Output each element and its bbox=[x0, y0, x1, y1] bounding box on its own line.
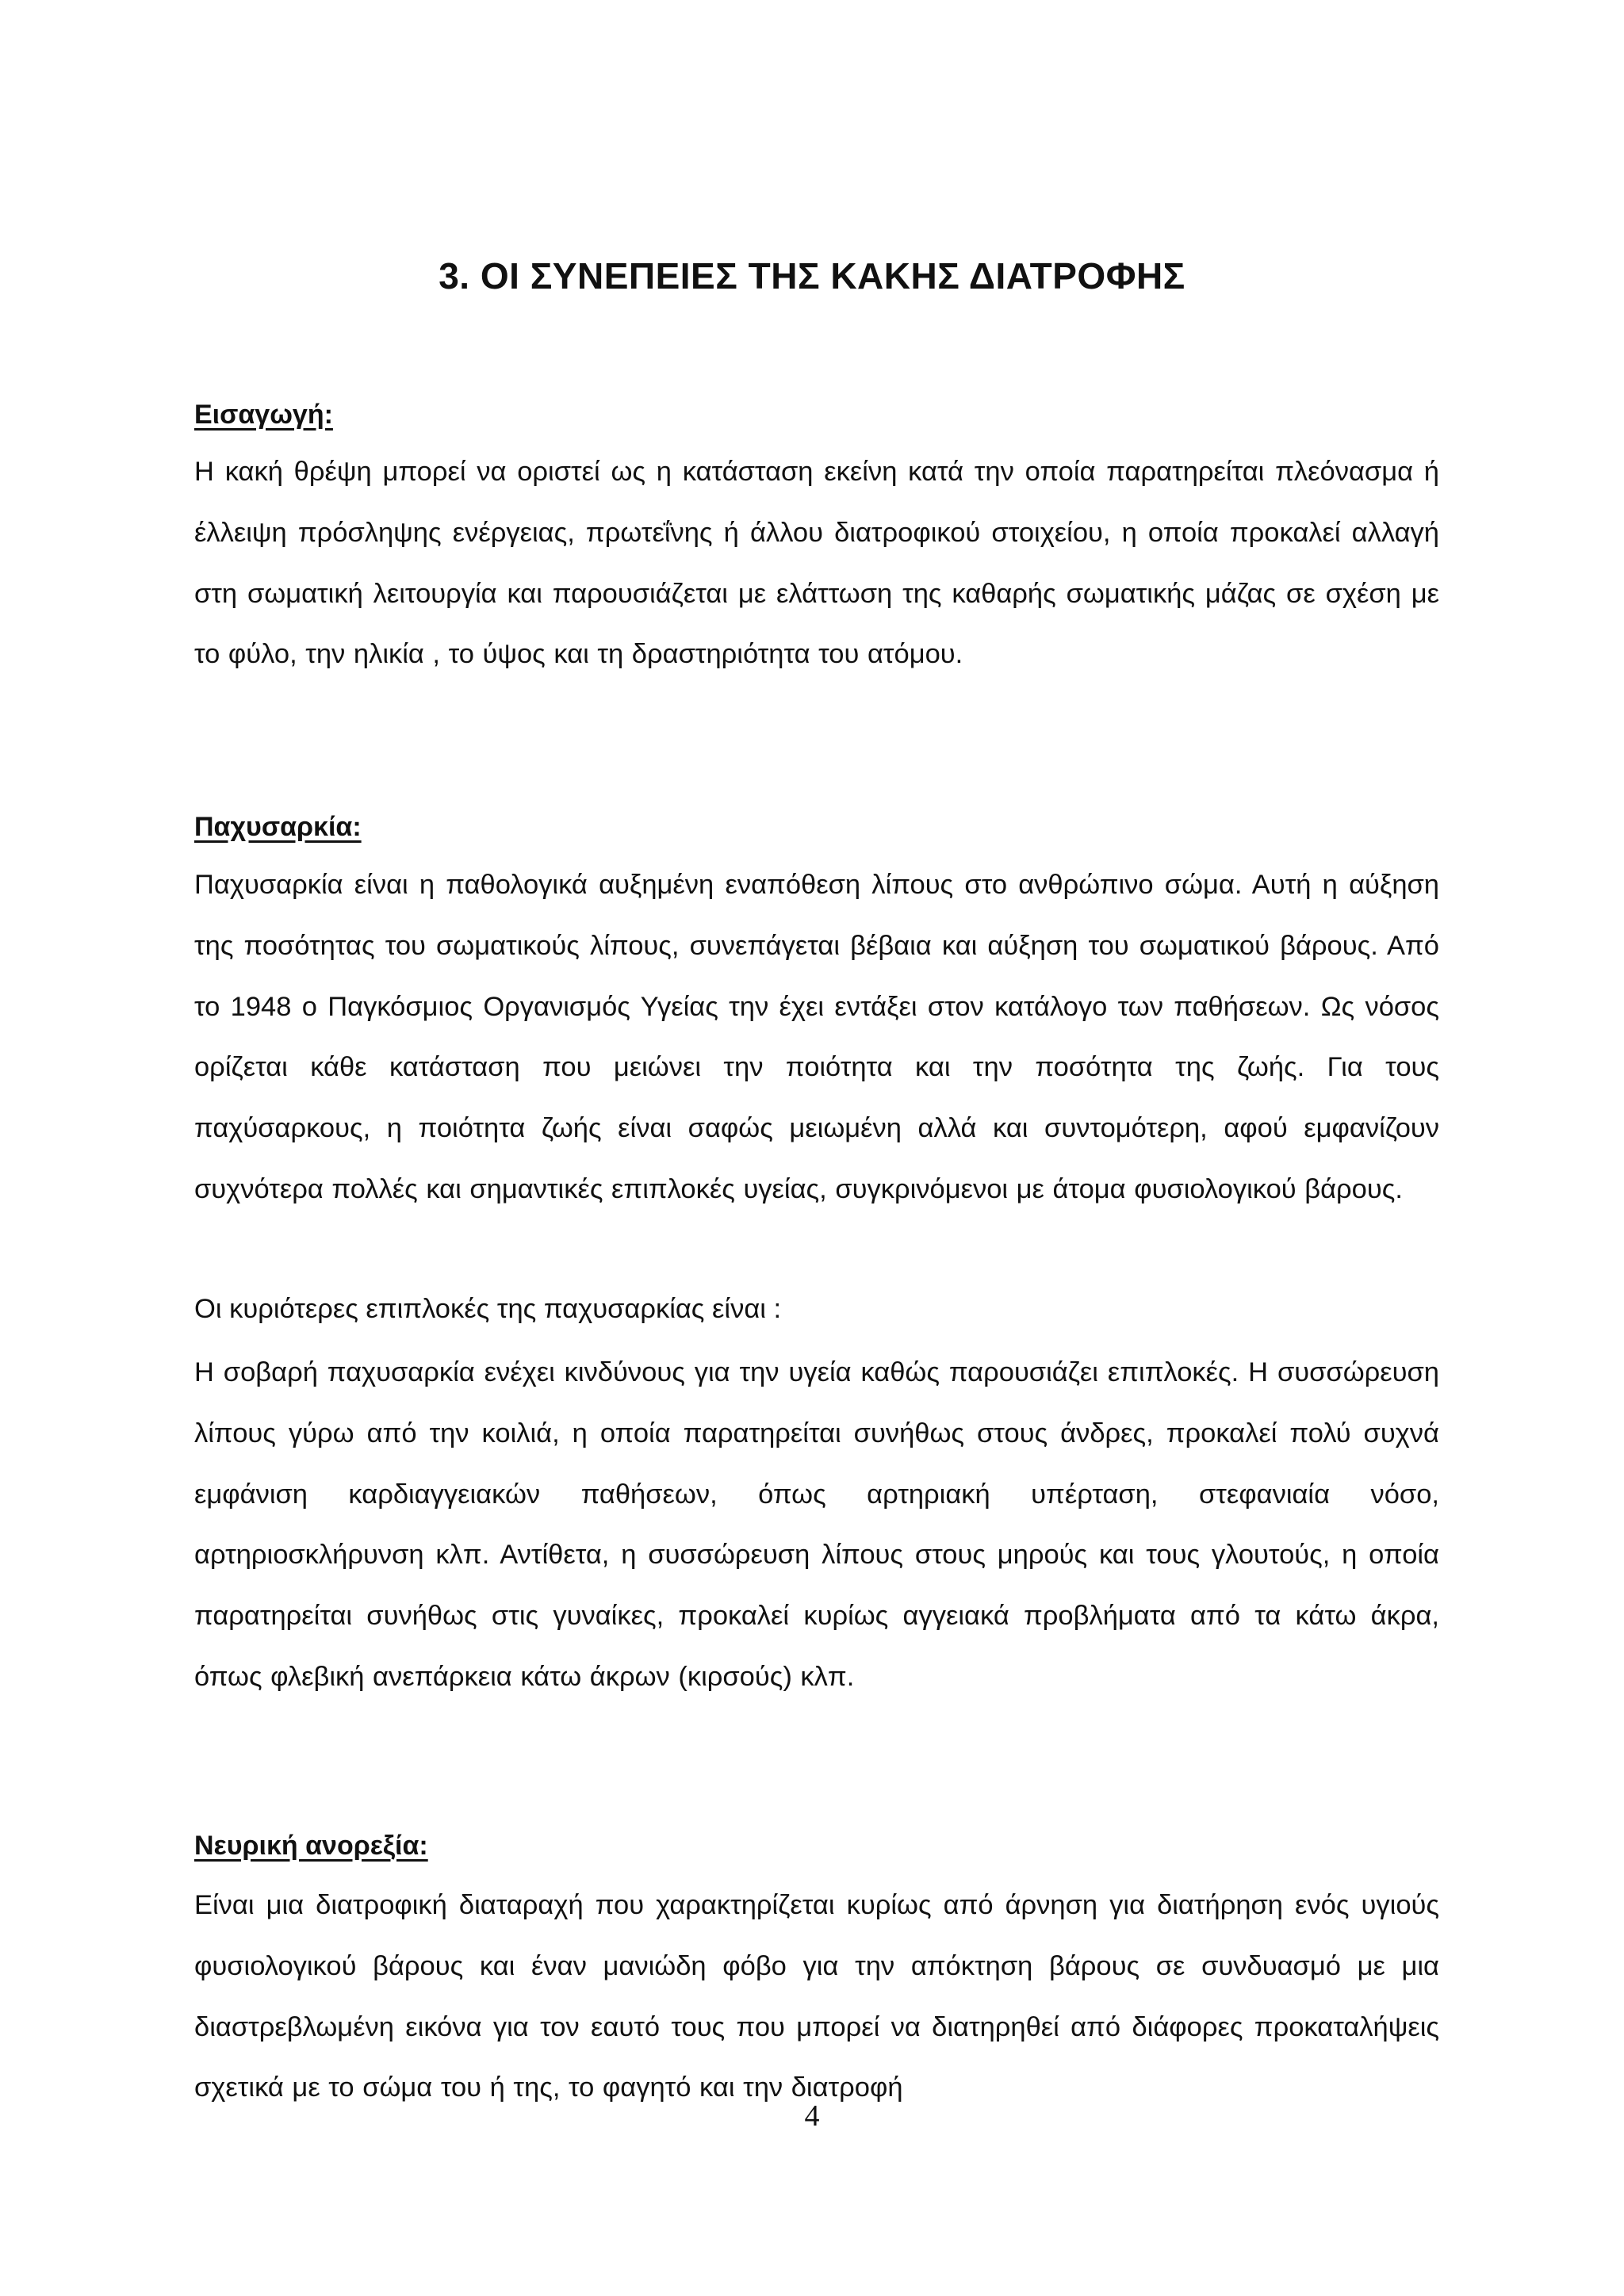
section-heading-obesity: Παχυσαρκία: bbox=[194, 812, 362, 842]
page-number: 4 bbox=[804, 2099, 820, 2133]
introduction-paragraph: Η κακή θρέψη μπορεί να οριστεί ως η κατάσταση εκείνη κατά την οποία παρατηρείται πλεόνασμα ή έλλειψη πρόσληψης ενέργειας, πρωτεΐνης ή άλλου διατροφικού στοιχείου, η οποία προκαλεί αλλαγή στη σωματική λειτουργία και παρουσιάζεται με ελάττωση της καθαρής σωματικής μάζας σε σχέση με το φύλο, την ηλικία , το ύψος και τη δραστηριότητα του ατόμου. bbox=[194, 457, 1439, 670]
obesity-complications-intro: Οι κυριότερες επιπλοκές της παχυσαρκίας είναι : bbox=[194, 1294, 782, 1324]
obesity-paragraph: Παχυσαρκία είναι η παθολογικά αυξημένη εναπόθεση λίπους στο ανθρώπινο σώμα. Αυτή η αύξηση της ποσότητας του σωματικούς λίπους, συνεπάγεται βέβαια και αύξηση του σωματικού βάρους. Από το 1948 ο Παγκόσμιος Οργανισμός Υγείας την έχει εντάξει στον κατάλογο των παθήσεων. Ως νόσος ορίζεται κάθε κατάσταση που μειώνει την ποιότητα και την ποσότητα της ζωής. Για τους παχύσαρκους, η ποιότητα ζωής είναι σαφώς μειωμένη αλλά και συντομότερη, αφού εμφανίζουν συχνότερα πολλές και σημαντικές επιπλοκές υγείας, συγκρινόμενοι με άτομα φυσιολογικού βάρους. bbox=[194, 870, 1439, 1204]
page-title: 3. ΟΙ ΣΥΝΕΠΕΙΕΣ ΤΗΣ ΚΑΚΗΣ ΔΙΑΤΡΟΦΗΣ bbox=[439, 255, 1185, 297]
obesity-complications-paragraph: Η σοβαρή παχυσαρκία ενέχει κινδύνους για την υγεία καθώς παρουσιάζει επιπλοκές. Η συσσώρευση λίπους γύρω από την κοιλιά, η οποία παρατηρείται συνήθως στους άνδρες, προκαλεί πολύ συχνά εμφάνιση καρδιαγγειακών παθήσεων, όπως αρτηριακή υπέρταση, στεφανιαία νόσο, αρτηριοσκλήρυνση κλπ. Αντίθετα, η συσσώρευση λίπους στους μηρούς και τους γλουτούς, η οποία παρατηρείται συνήθως στις γυναίκες, προκαλεί κυρίως αγγειακά προβλήματα από τα κάτω άκρα, όπως φλεβική ανεπάρκεια κάτω άκρων (κιρσούς) κλπ. bbox=[194, 1357, 1439, 1692]
anorexia-paragraph: Είναι μια διατροφική διαταραχή που χαρακτηρίζεται κυρίως από άρνηση για διατήρηση ενός υγιούς φυσιολογικού βάρους και έναν μανιώδη φόβο για την απόκτηση βάρους σε συνδυασμό με μια διαστρεβλωμένη εικόνα για τον εαυτό τους που μπορεί να διατηρηθεί από διάφορες προκαταλήψεις σχετικά με το σώμα του ή της, το φαγητό και την διατροφή bbox=[194, 1890, 1439, 2103]
section-heading-introduction: Εισαγωγή: bbox=[194, 400, 333, 430]
section-heading-anorexia: Νευρική ανορεξία: bbox=[194, 1831, 428, 1861]
